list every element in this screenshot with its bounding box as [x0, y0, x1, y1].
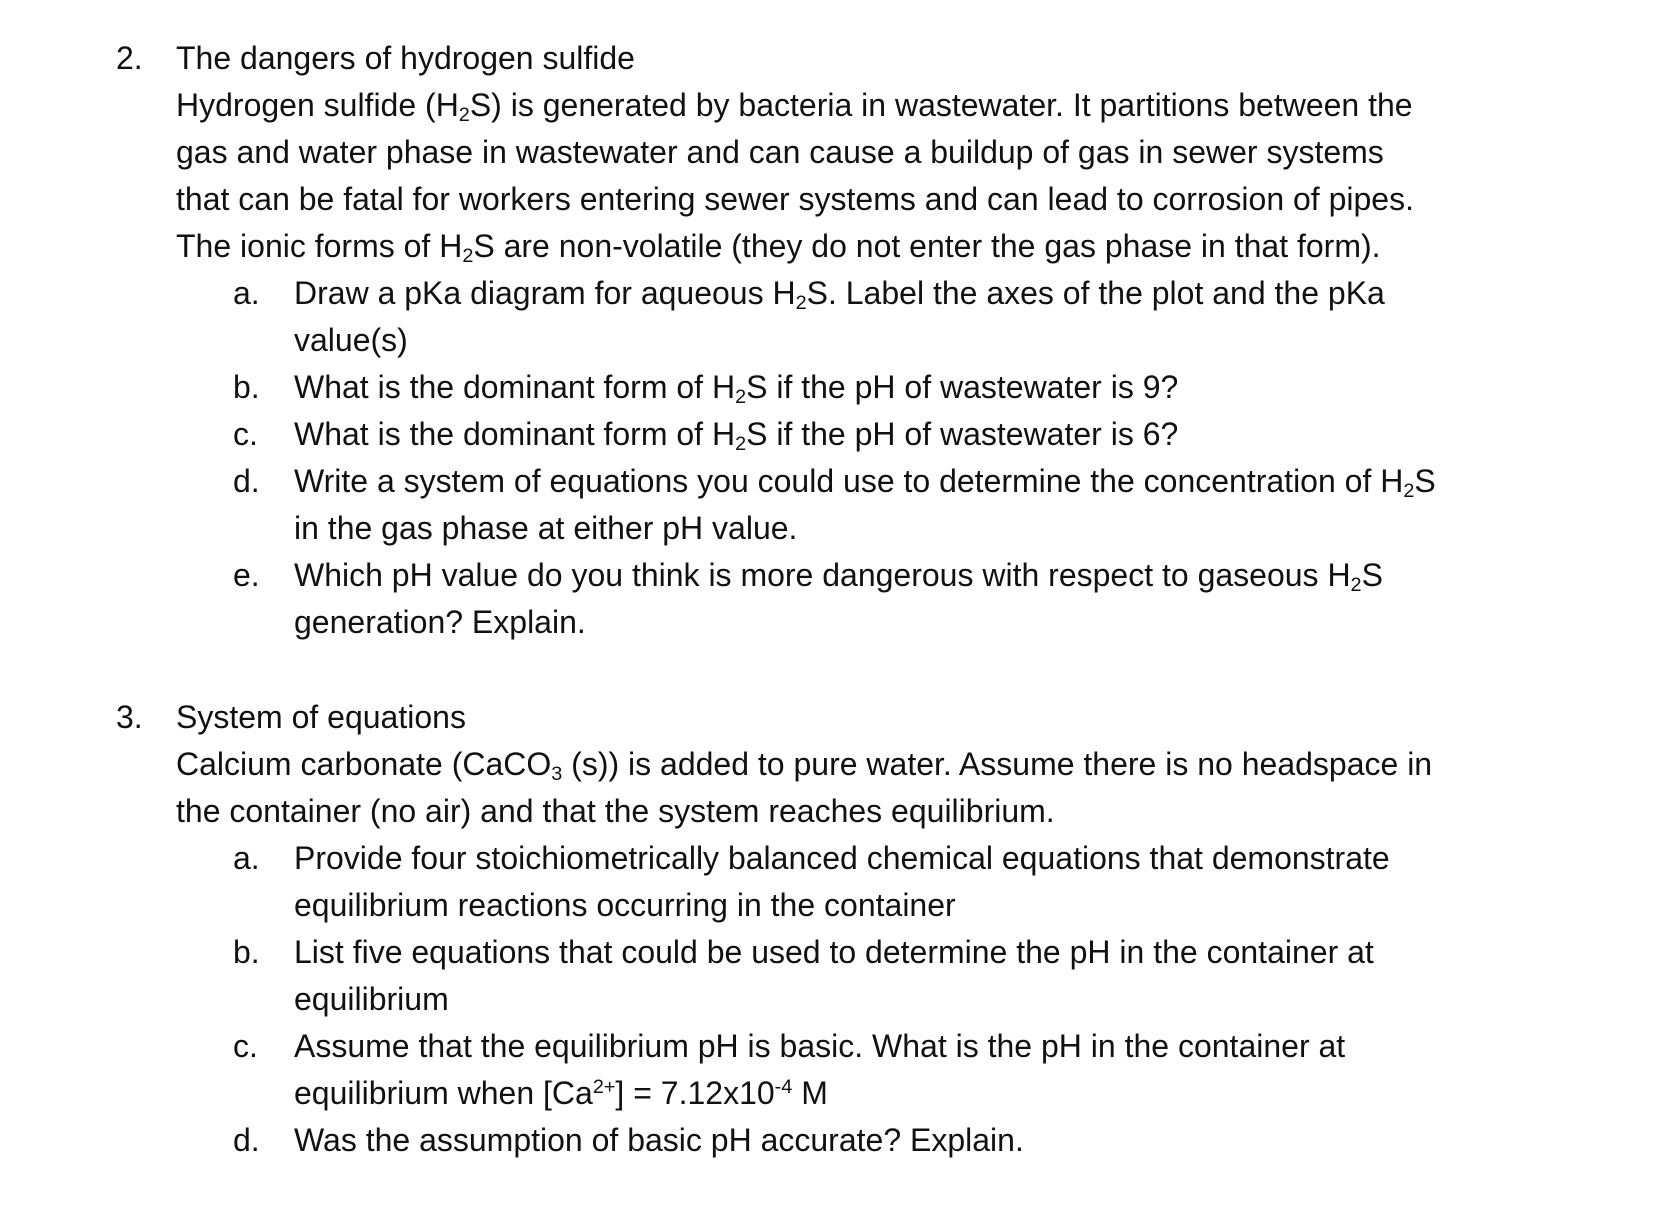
question-number: 2. [116, 40, 143, 76]
part-text: equilibrium reactions occurring in the container [294, 887, 956, 923]
part-marker: c. [233, 416, 258, 452]
part-text: equilibrium [294, 981, 449, 1017]
part-marker: c. [233, 1028, 258, 1064]
part-text: Draw a pKa diagram for aqueous $H_2S$. Label the axes of the plot and the pKa [294, 275, 1385, 314]
part-marker: d. [233, 1122, 260, 1158]
paragraph-line: The ionic forms of $H_2S$ are non-volatile (they do not enter the gas phase in that form). [176, 228, 1381, 267]
part-text: in the gas phase at either pH value. [294, 510, 798, 546]
part-marker: b. [233, 369, 260, 405]
part-marker: a. [233, 840, 260, 876]
question-number: 3. [116, 699, 143, 735]
question-title: System of equations [176, 699, 466, 735]
part-text: equilibrium when $[Ca^{2+}] = 7.12x10^{-4}$ M [294, 1075, 828, 1111]
question-title: The dangers of hydrogen sulfide [176, 40, 635, 76]
part-text: List five equations that could be used to determine the pH in the container at [294, 934, 1374, 970]
part-marker: a. [233, 275, 260, 311]
paragraph-line: Calcium carbonate (CaCO$_3$ (s)) is added to pure water. Assume there is no headspace in [176, 746, 1433, 785]
part-text: Which pH value do you think is more dangerous with respect to gaseous $H_2S$ [294, 557, 1383, 596]
part-text: What is the dominant form of $H_2S$ if the pH of wastewater is 6? [294, 416, 1179, 455]
paragraph-line: that can be fatal for workers entering sewer systems and can lead to corrosion of pipes. [176, 181, 1414, 217]
part-text: Assume that the equilibrium pH is basic. What is the pH in the container at [294, 1028, 1346, 1064]
part-text: Provide four stoichiometrically balanced chemical equations that demonstrate [294, 840, 1390, 876]
part-text: Write a system of equations you could use to determine the concentration of $H_2S$ [294, 463, 1436, 502]
part-text: Was the assumption of basic pH accurate? Explain. [294, 1122, 1024, 1158]
paragraph-line: the container (no air) and that the system reaches equilibrium. [176, 793, 1055, 829]
part-marker: d. [233, 463, 260, 499]
paragraph-line: Hydrogen sulfide $(H_2S)$ is generated by bacteria in wastewater. It partitions between the [176, 87, 1413, 126]
part-marker: e. [233, 557, 260, 593]
part-text: value(s) [294, 322, 408, 358]
part-text: generation? Explain. [294, 604, 586, 640]
part-text: What is the dominant form of $H_2S$ if the pH of wastewater is 9? [294, 369, 1179, 408]
paragraph-line: gas and water phase in wastewater and can cause a buildup of gas in sewer systems [176, 134, 1384, 170]
part-marker: b. [233, 934, 260, 970]
